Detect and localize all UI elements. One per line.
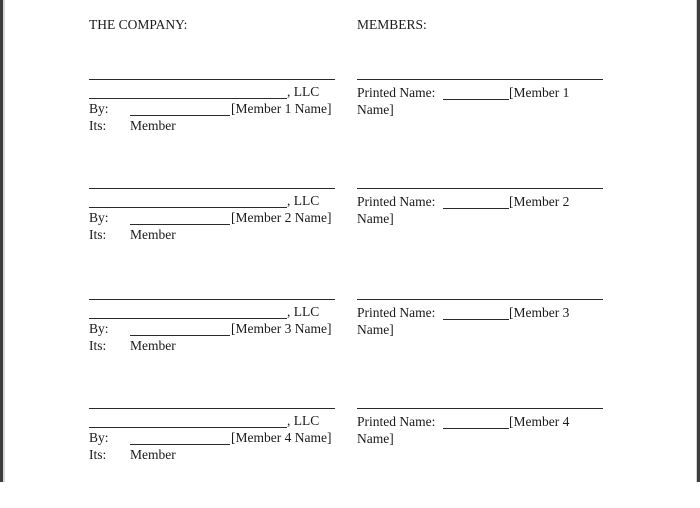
- company-llc-row: [89, 413, 335, 429]
- its-label: Its:: [89, 118, 107, 133]
- llc-suffix: , LLC: [287, 413, 320, 428]
- printed-name-continuation: Name]: [357, 102, 394, 117]
- company-name-line: [89, 188, 335, 189]
- printed-name-row: [357, 194, 607, 210]
- printed-name-blank: [443, 319, 509, 320]
- by-row: [89, 101, 339, 117]
- printed-name-row: [357, 305, 607, 321]
- signature-block-1: [0, 79, 700, 179]
- printed-name-row: [357, 414, 607, 430]
- its-label: Its:: [89, 227, 107, 242]
- company-name-blank: [89, 98, 287, 99]
- its-value: Member: [130, 118, 176, 133]
- printed-name-value: [Member 4: [509, 414, 570, 429]
- printed-name-row: [357, 85, 607, 101]
- printed-name-label: Printed Name:: [357, 194, 436, 209]
- member-signature-line: [357, 79, 603, 80]
- by-label: By:: [89, 101, 109, 116]
- printed-name-value: [Member 3: [509, 305, 570, 320]
- company-name-line: [89, 299, 335, 300]
- by-label: By:: [89, 321, 109, 336]
- printed-name-value: [Member 1: [509, 85, 570, 100]
- company-llc-row: [89, 84, 335, 100]
- its-value: Member: [130, 338, 176, 353]
- printed-name-continuation: Name]: [357, 211, 394, 226]
- printed-name-blank: [443, 208, 509, 209]
- printed-name-value: [Member 2: [509, 194, 570, 209]
- member-signature-line: [357, 408, 603, 409]
- by-label: By:: [89, 210, 109, 225]
- printed-name-blank: [443, 99, 509, 100]
- signature-block-3: [0, 299, 700, 399]
- signature-block-2: [0, 188, 700, 288]
- printed-name-continuation: Name]: [357, 322, 394, 337]
- its-row: [89, 447, 339, 463]
- printed-name-continuation: Name]: [357, 431, 394, 446]
- by-row: [89, 321, 339, 337]
- company-name-blank: [89, 318, 287, 319]
- llc-suffix: , LLC: [287, 193, 320, 208]
- by-label: By:: [89, 430, 109, 445]
- company-name-blank: [89, 207, 287, 208]
- by-signature-blank: [130, 444, 230, 445]
- company-name-line: [89, 408, 335, 409]
- by-row: [89, 430, 339, 446]
- company-llc-row: [89, 193, 335, 209]
- member-signature-line: [357, 299, 603, 300]
- by-row: [89, 210, 339, 226]
- company-llc-row: [89, 304, 335, 320]
- its-label: Its:: [89, 447, 107, 462]
- by-member-name: [Member 3 Name]: [231, 321, 332, 336]
- its-label: Its:: [89, 338, 107, 353]
- company-name-blank: [89, 427, 287, 428]
- by-member-name: [Member 2 Name]: [231, 210, 332, 225]
- its-value: Member: [130, 227, 176, 242]
- printed-name-label: Printed Name:: [357, 414, 436, 429]
- its-row: [89, 338, 339, 354]
- its-value: Member: [130, 447, 176, 462]
- printed-name-blank: [443, 428, 509, 429]
- signature-block-4: [0, 408, 700, 508]
- printed-name-label: Printed Name:: [357, 305, 436, 320]
- by-member-name: [Member 1 Name]: [231, 101, 332, 116]
- by-member-name: [Member 4 Name]: [231, 430, 332, 445]
- company-heading: THE COMPANY:: [89, 17, 188, 32]
- member-signature-line: [357, 188, 603, 189]
- printed-name-label: Printed Name:: [357, 85, 436, 100]
- by-signature-blank: [130, 224, 230, 225]
- llc-suffix: , LLC: [287, 304, 320, 319]
- llc-suffix: , LLC: [287, 84, 320, 99]
- by-signature-blank: [130, 115, 230, 116]
- by-signature-blank: [130, 335, 230, 336]
- its-row: [89, 118, 339, 134]
- company-name-line: [89, 79, 335, 80]
- members-heading: MEMBERS:: [357, 17, 427, 32]
- its-row: [89, 227, 339, 243]
